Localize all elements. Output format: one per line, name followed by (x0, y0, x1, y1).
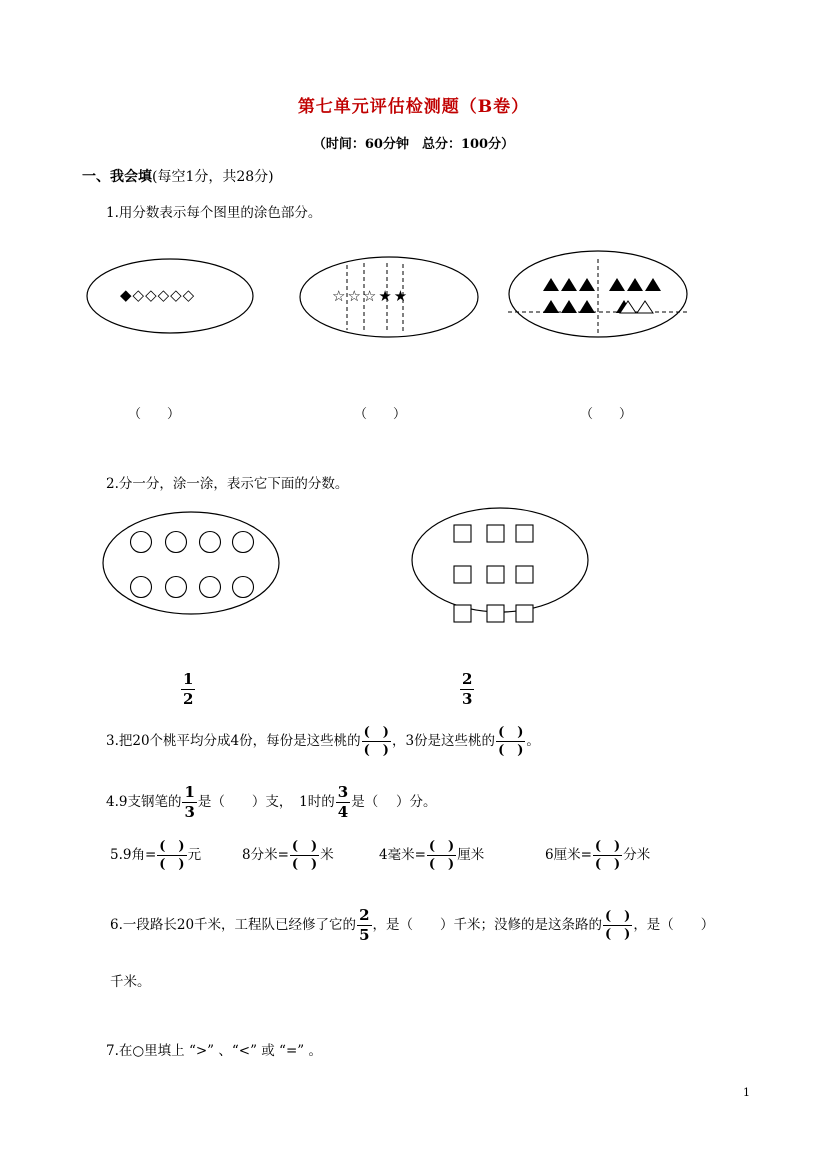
q1-fig2-stars: ☆☆☆★★ (332, 287, 410, 305)
square-icon (487, 605, 504, 622)
question-2-text: 2.分一分，涂一涂，表示它下面的分数。 (106, 476, 349, 492)
filled-triangle-icon (645, 278, 661, 291)
question-1-text: 1.用分数表示每个图里的涂色部分。 (106, 205, 322, 221)
square-icon (516, 605, 533, 622)
filled-triangle-icon (579, 278, 595, 291)
circle-icon (233, 532, 254, 553)
q1-answer-blank-2[interactable]: （ ） (354, 407, 407, 422)
q4-fraction-2: $\frac{3}{4}$ (337, 783, 349, 821)
circle-icon (200, 577, 221, 598)
question-5-item-1: 5.9角= $\frac{( )}{( )}$ 元 (110, 839, 202, 872)
page-title: 第七单元评估检测题（B卷） (297, 97, 530, 117)
circle-icon (200, 532, 221, 553)
filled-triangle-icon (609, 278, 625, 291)
q2-fraction-1: $\frac{1}{2}$ (183, 670, 194, 708)
exam-info: （时间：60分钟 总分：100分） (312, 137, 515, 152)
q3-blank-fraction-1[interactable]: $\frac{( )}{( )}$ (363, 725, 389, 758)
filled-triangle-icon (543, 278, 559, 291)
circle-icon (166, 577, 187, 598)
question-6-line-2: 千米。 (110, 974, 151, 990)
question-5-item-4: 6厘米= $\frac{( )}{( )}$ 分米 (545, 839, 651, 872)
filled-triangle-icon (543, 300, 559, 313)
q5-blank-fraction-4[interactable]: $\frac{( )}{( )}$ (594, 839, 621, 872)
question-5-item-3: 4毫米= $\frac{( )}{( )}$ 厘米 (379, 839, 485, 872)
question-7-text: 7.在○里填上 “>” 、“<” 或 “=” 。 (106, 1043, 322, 1059)
q5-blank-fraction-3[interactable]: $\frac{( )}{( )}$ (428, 839, 455, 872)
square-icon (454, 605, 471, 622)
q4-fraction-1: $\frac{1}{3}$ (184, 783, 195, 821)
filled-triangle-icon (627, 278, 643, 291)
q1-fig1-diamonds: ◆◇◇◇◇◇ (120, 286, 196, 304)
q6-fraction: $\frac{2}{5}$ (359, 906, 370, 944)
q1-answer-blank-3[interactable]: （ ） (580, 407, 633, 422)
q2-fraction-2: $\frac{2}{3}$ (462, 670, 473, 708)
filled-triangle-icon (579, 300, 595, 313)
square-icon (454, 566, 471, 583)
circle-icon (166, 532, 187, 553)
question-4: 4.9支钢笔的 $\frac{1}{3}$ 是（ ）支， 1时的 $\frac{3}{4}$ 是（ ）分。 (106, 783, 437, 821)
circle-icon (131, 577, 152, 598)
square-icon (487, 525, 504, 542)
q2-ellipse-squares (412, 508, 588, 612)
circle-icon (131, 532, 152, 553)
square-icon (516, 525, 533, 542)
page-number: 1 (743, 1086, 750, 1099)
question-3: 3.把20个桃平均分成4份，每份是这些桃的 $\frac{( )}{( )}$ ，3份是这些桃的 $\frac{( )}{( )}$ 。 (106, 725, 540, 758)
section-note: (每空1分，共28分) (152, 169, 274, 185)
q5-blank-fraction-1[interactable]: $\frac{( )}{( )}$ (159, 839, 185, 872)
q1-answer-blank-1[interactable]: （ ） (128, 407, 181, 422)
q3-blank-fraction-2[interactable]: $\frac{( )}{( )}$ (498, 725, 524, 758)
filled-triangle-icon (561, 278, 577, 291)
square-icon (454, 525, 471, 542)
filled-triangle-icon (561, 300, 577, 313)
q2-ellipse-circles (103, 512, 279, 614)
section-label: 一、我会填 (82, 169, 152, 185)
circle-icon (233, 577, 254, 598)
q6-blank-fraction[interactable]: $\frac{( )}{( )}$ (605, 909, 631, 942)
q5-blank-fraction-2[interactable]: $\frac{( )}{( )}$ (291, 839, 318, 872)
square-icon (516, 566, 533, 583)
hollow-triangle-icon (637, 301, 653, 313)
square-icon (487, 566, 504, 583)
question-6: 6.一段路长20千米，工程队已经修了它的 $\frac{2}{5}$ ，是（ ）千米；没修的是这条路的 $\frac{( )}{( )}$ ，是（ ） (110, 906, 715, 944)
question-5-item-2: 8分米= $\frac{( )}{( )}$ 米 (242, 839, 334, 872)
